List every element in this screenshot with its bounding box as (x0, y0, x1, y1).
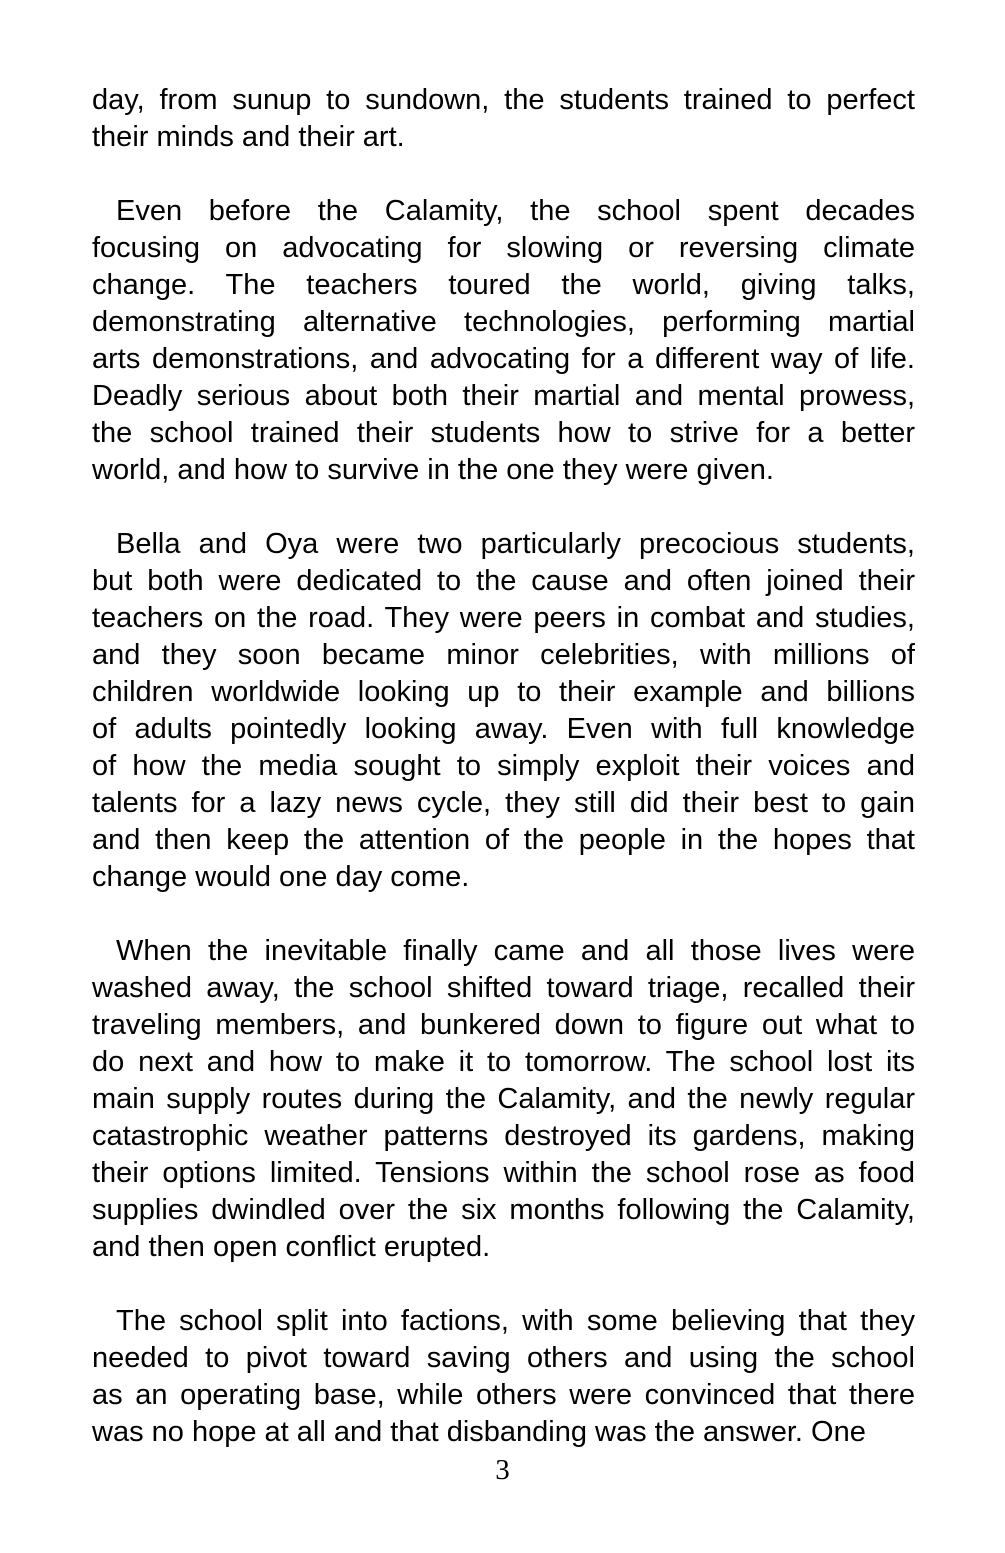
text-line: of how the media sought to simply exploit their voices and (92, 750, 915, 782)
body-text (92, 82, 915, 1451)
paragraph (92, 933, 915, 1266)
text-line: focusing on advocating for slowing or reversing climate (92, 232, 915, 264)
text-line: teachers on the road. They were peers in combat and studies, (92, 602, 915, 634)
text-line: and they soon became minor celebrities, with millions of (92, 639, 915, 671)
text-line: as an operating base, while others were convinced that there (92, 1379, 915, 1411)
text-line: traveling members, and bunkered down to figure out what to (92, 1009, 915, 1041)
text-line: day, from sunup to sundown, the students trained to perfect (92, 84, 915, 116)
paragraph (92, 1303, 915, 1451)
text-line: washed away, the school shifted toward triage, recalled their (92, 972, 915, 1004)
text-line: Even before the Calamity, the school spent decades (116, 195, 915, 227)
text-line: arts demonstrations, and advocating for a different way of life. (92, 343, 915, 375)
text-line: do next and how to make it to tomorrow. The school lost its (92, 1046, 915, 1078)
text-line: and then keep the attention of the people in the hopes that (92, 824, 915, 856)
text-line: change would one day come. (92, 861, 470, 893)
paragraph (92, 82, 915, 156)
text-line: needed to pivot toward saving others and using the school (92, 1342, 915, 1374)
text-line: was no hope at all and that disbanding was the answer. One (92, 1416, 866, 1448)
text-line: of adults pointedly looking away. Even with full knowledge (92, 713, 915, 745)
text-line: children worldwide looking up to their example and billions (92, 676, 915, 708)
paragraph (92, 526, 915, 896)
text-line: supplies dwindled over the six months following the Calamity, (92, 1194, 915, 1226)
text-line: world, and how to survive in the one they were given. (92, 454, 774, 486)
text-line: their minds and their art. (92, 121, 405, 153)
text-line: change. The teachers toured the world, giving talks, (92, 269, 915, 301)
text-line: their options limited. Tensions within the school rose as food (92, 1157, 915, 1189)
text-line: demonstrating alternative technologies, performing martial (92, 306, 915, 338)
text-line: the school trained their students how to strive for a better (92, 417, 915, 449)
paragraph (92, 193, 915, 489)
text-line: and then open conflict erupted. (92, 1231, 491, 1263)
text-line: The school split into factions, with some believing that they (116, 1305, 915, 1337)
text-line: main supply routes during the Calamity, and the newly regular (92, 1083, 915, 1115)
text-line: Bella and Oya were two particularly precocious students, (116, 528, 915, 560)
text-line: catastrophic weather patterns destroyed its gardens, making (92, 1120, 915, 1152)
text-line: but both were dedicated to the cause and often joined their (92, 565, 915, 597)
text-line: talents for a lazy news cycle, they still did their best to gain (92, 787, 915, 819)
text-line: When the inevitable finally came and all those lives were (116, 935, 915, 967)
page-number: 3 (495, 1454, 510, 1486)
text-line: Deadly serious about both their martial and mental prowess, (92, 380, 915, 412)
